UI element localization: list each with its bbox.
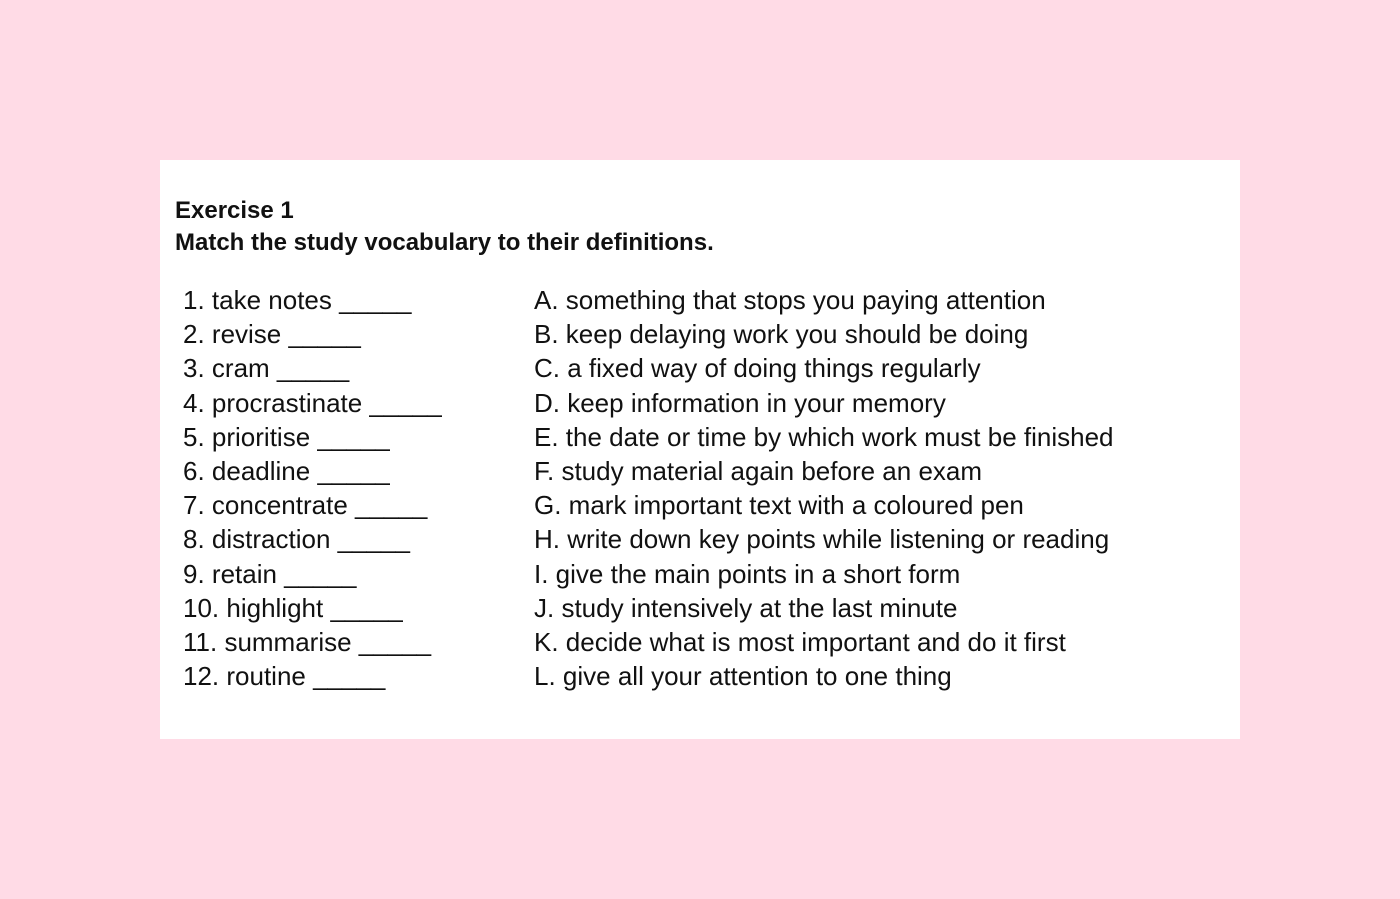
definition-list [534, 283, 1114, 693]
term-item: 10. highlight _____ [183, 592, 403, 623]
exercise-instruction: Match the study vocabulary to their definitions. [175, 229, 714, 256]
definition-item: H. write down key points while listening or reading [534, 524, 1110, 555]
term-item: 8. distraction _____ [183, 524, 410, 555]
definition-item: J. study intensively at the last minute [534, 592, 958, 623]
term-item: 4. procrastinate _____ [183, 387, 442, 418]
term-item: 6. deadline _____ [183, 456, 390, 487]
exercise-title: Exercise 1 [175, 197, 294, 224]
definition-item: G. mark important text with a coloured pen [534, 490, 1024, 521]
term-list [183, 283, 442, 693]
definition-item: C. a fixed way of doing things regularly [534, 353, 981, 384]
definition-item: B. keep delaying work you should be doing [534, 319, 1029, 350]
term-item: 1. take notes _____ [183, 285, 412, 315]
definition-item: A. something that stops you paying attention [534, 285, 1046, 315]
exercise-heading [175, 195, 714, 259]
term-item: 9. retain _____ [183, 558, 357, 589]
term-item: 5. prioritise _____ [183, 421, 390, 452]
definition-item: I. give the main points in a short form [534, 558, 961, 589]
term-item: 7. concentrate _____ [183, 490, 428, 521]
worksheet-card [160, 160, 1240, 739]
definition-item: E. the date or time by which work must be finished [534, 421, 1114, 452]
term-item: 12. routine _____ [183, 661, 386, 692]
definition-item: D. keep information in your memory [534, 387, 946, 418]
definition-item: L. give all your attention to one thing [534, 661, 952, 692]
definition-item: F. study material again before an exam [534, 456, 983, 487]
term-item: 11. summarise _____ [183, 627, 432, 658]
definition-item: K. decide what is most important and do it first [534, 627, 1066, 658]
term-item: 3. cram _____ [183, 353, 350, 384]
term-item: 2. revise _____ [183, 319, 361, 350]
